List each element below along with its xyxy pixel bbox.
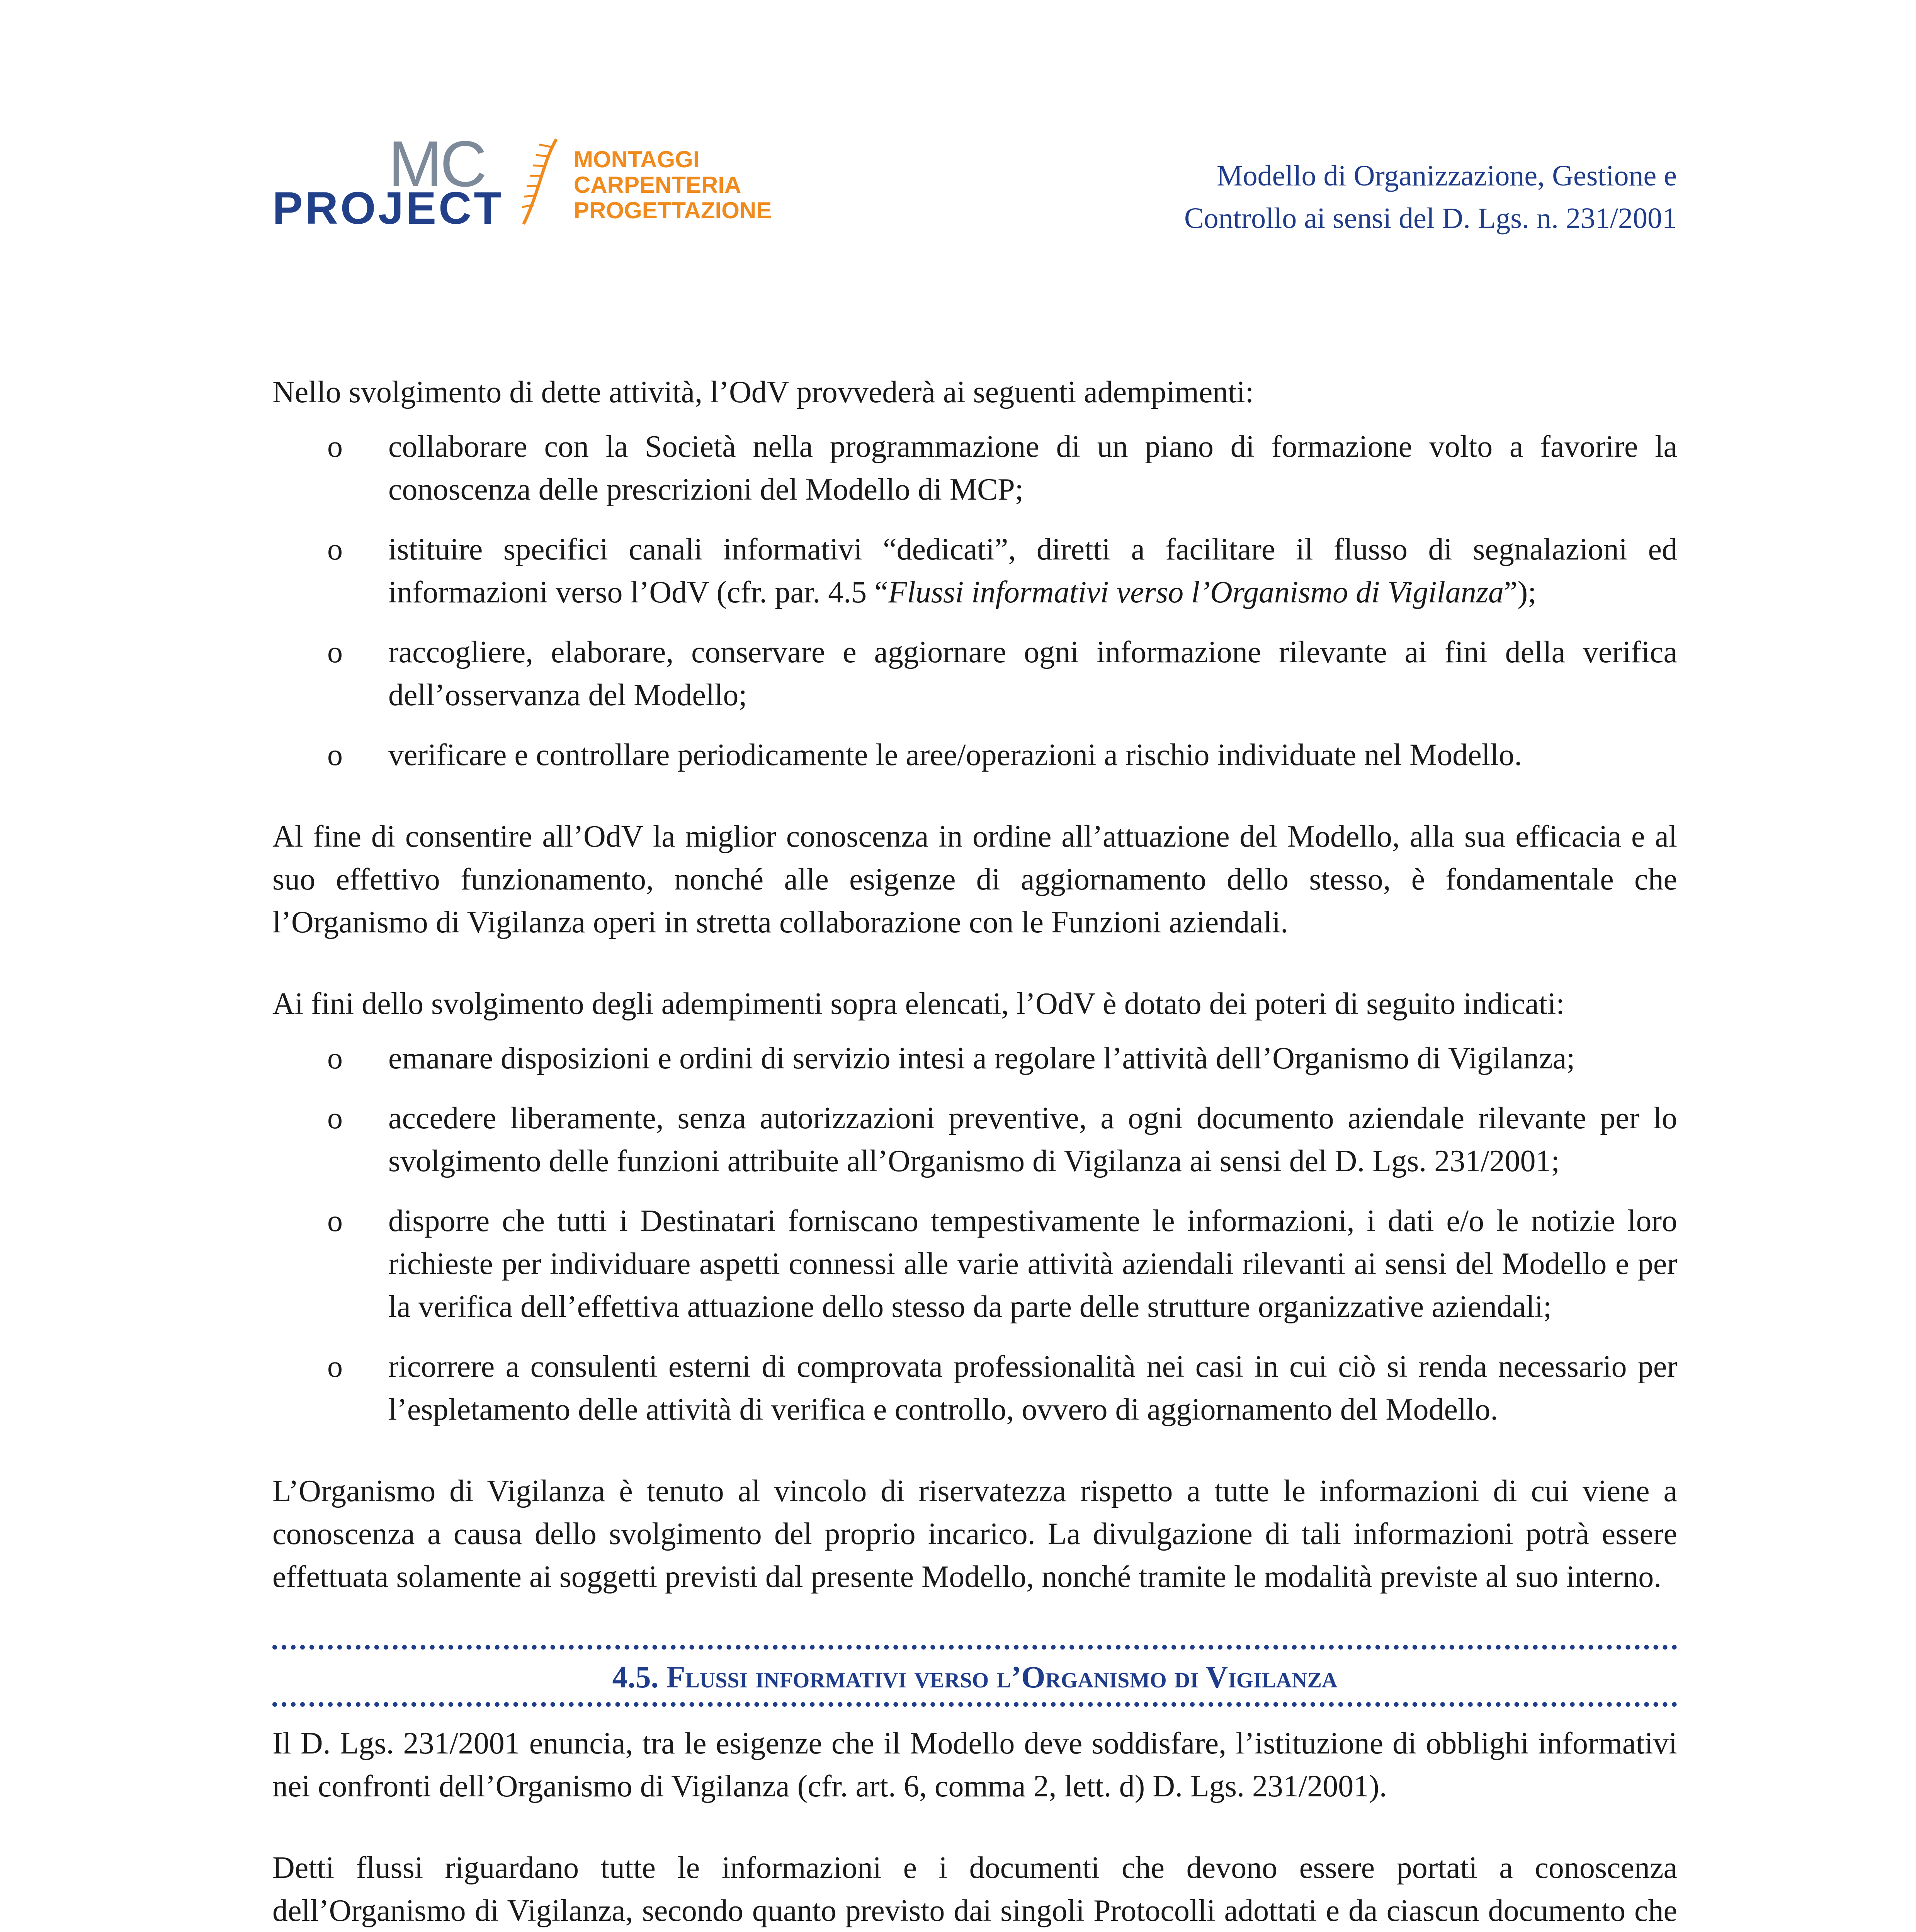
body-paragraph: Detti flussi riguardano tutte le informazioni e i documenti che devono essere portati a conoscenza dell’Organismo di Vigilanza, secondo quanto previsto dai singoli Protocolli adottati e da ciascun documento che: [272, 1851, 1677, 1928]
company-logo: [272, 128, 821, 243]
bullet-mark: o: [327, 635, 343, 669]
powers-list: [272, 1037, 1677, 1431]
intro-paragraph: Nello svolgimento di dette attività, l’OdV provvederà ai seguenti adempimenti:: [272, 375, 1254, 409]
document-title-line: Modello di Organizzazione, Gestione e: [1217, 160, 1677, 192]
bullet-mark: o: [327, 532, 343, 566]
list-item: [272, 631, 1677, 717]
section-heading: 4.5. Flussi informativi verso l’Organismo di Vigilanza: [272, 1645, 1677, 1707]
document-title-line: Controllo ai sensi del D. Lgs. n. 231/2001: [1184, 202, 1677, 235]
list-item: [272, 1345, 1677, 1431]
logo-wordmark: PROJECT: [272, 183, 504, 234]
list-item: [272, 1037, 1677, 1080]
bullet-mark: o: [327, 738, 343, 772]
list-item-text: emanare disposizioni e ordini di servizio intesi a regolare l’attività dell’Organismo di Vigilanza;: [388, 1041, 1575, 1075]
logo-mark: MC: [388, 128, 485, 200]
bullet-mark: o: [327, 1350, 343, 1384]
body-paragraph: Al fine di consentire all’OdV la miglior conoscenza in ordine all’attuazione del Modello, alla sua efficacia e al suo effettivo funzionamento, nonché alle esigenze di aggiornamento dello stesso, è fondamentale che l’Organismo di Vigilanza operi in stretta collaborazione con le Funzioni aziendali.: [272, 820, 1677, 939]
list-item: [272, 734, 1677, 777]
list-item: [272, 425, 1677, 511]
body-paragraph: L’Organismo di Vigilanza è tenuto al vincolo di riservatezza rispetto a tutte le informazioni di cui viene a conoscenza a causa dello svolgimento del proprio incarico. La divulgazione di tali informazioni potrà essere effettuata solamente ai soggetti previsti dal presente Modello, nonché tramite le modalità previste al suo interno.: [272, 1474, 1677, 1594]
list-item-text: ricorrere a consulenti esterni di comprovata professionalità nei casi in cui ciò si renda necessario per l’espletamento delle attività di verifica e controllo, ovvero di aggiornamento del Modello.: [388, 1350, 1677, 1427]
body-paragraph: Il D. Lgs. 231/2001 enuncia, tra le esigenze che il Modello deve soddisfare, l’istituzione di obblighi informativi nei confronti dell’Organismo di Vigilanza (cfr. art. 6, comma 2, lett. d) D. Lgs. 231/2001).: [272, 1726, 1677, 1803]
list-item-italic: Flussi informativi verso l’Organismo di Vigilanza: [888, 575, 1504, 609]
bullet-mark: o: [327, 430, 343, 464]
list-item-text: disporre che tutti i Destinatari forniscano tempestivamente le informazioni, i dati e/o le notizie loro richieste per individuare aspetti connessi alle varie attività aziendali rilevanti ai sensi del Modello e per la verifica dell’effettiva attuazione dello stesso da parte delle strutture organizzative aziendali;: [388, 1204, 1677, 1324]
document-title: [1184, 155, 1677, 240]
page-content: [272, 371, 1677, 1932]
page-header: [272, 128, 1677, 243]
list-item: [272, 528, 1677, 614]
tagline-line: CARPENTERIA: [574, 172, 741, 198]
logo-tagline: [574, 147, 772, 223]
bullet-mark: o: [327, 1041, 343, 1075]
list-item: [272, 1097, 1677, 1183]
list-item-text: collaborare con la Società nella programmazione di un piano di formazione volto a favorire la conoscenza delle prescrizioni del Modello di MCP;: [388, 430, 1677, 507]
tagline-line: PROGETTAZIONE: [574, 197, 772, 223]
list-item-text: ”);: [1504, 575, 1537, 609]
bullet-mark: o: [327, 1204, 343, 1238]
duties-list: [272, 425, 1677, 777]
list-item-text: istituire specifici canali informativi “dedicati”, diretti a facilitare il flusso di segnalazioni ed informazioni verso l’OdV (cfr. par. 4.5 “: [388, 532, 1677, 609]
list-item-text: raccogliere, elaborare, conservare e aggiornare ogni informazione rilevante ai fini della verifica dell’osservanza del Modello;: [388, 635, 1677, 712]
list-item: [272, 1200, 1677, 1328]
list-item-text: verificare e controllare periodicamente le aree/operazioni a rischio individuate nel Modello.: [388, 738, 1522, 772]
bullet-mark: o: [327, 1101, 343, 1135]
body-paragraph: Ai fini dello svolgimento degli adempimenti sopra elencati, l’OdV è dotato dei poteri di seguito indicati:: [272, 987, 1565, 1021]
list-item-text: accedere liberamente, senza autorizzazioni preventive, a ogni documento aziendale rilevante per lo svolgimento delle funzioni attribuite all’Organismo di Vigilanza ai sensi del D. Lgs. 231/2001;: [388, 1101, 1677, 1178]
logo-swoosh-icon: [520, 135, 566, 228]
tagline-line: MONTAGGI: [574, 146, 700, 172]
